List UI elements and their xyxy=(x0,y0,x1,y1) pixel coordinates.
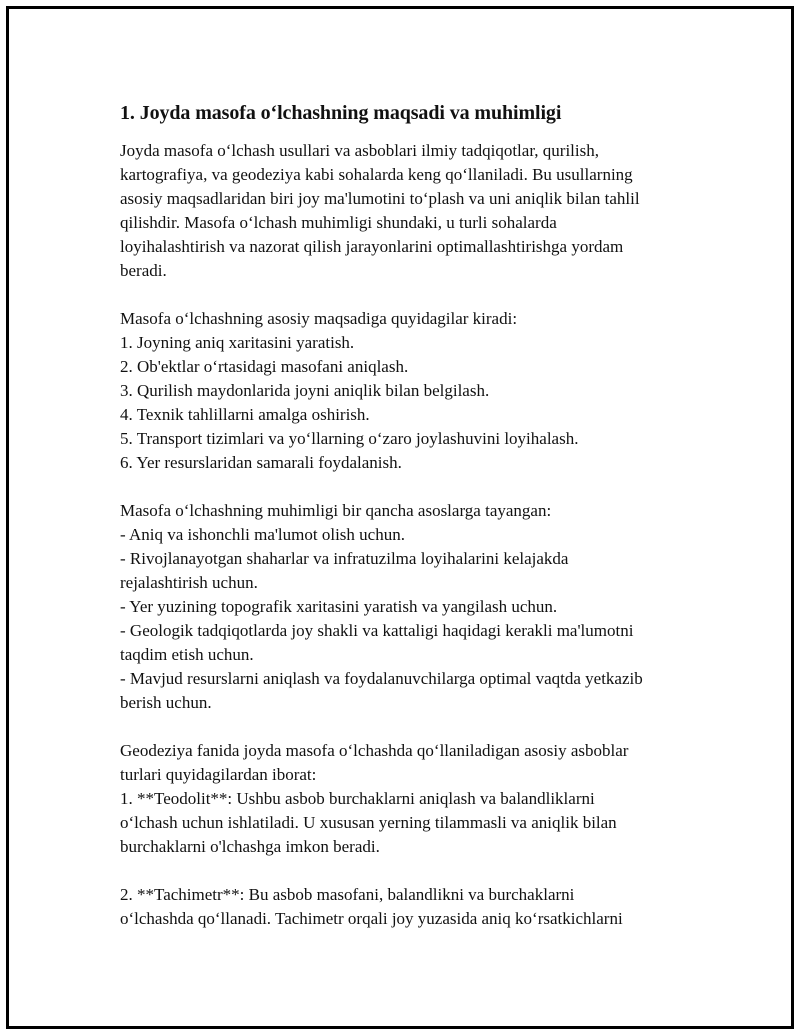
list-item: - Rivojlanayotgan shaharlar va infratuzilma loyihalarini kelajakda xyxy=(120,549,569,568)
list-item: 2. Ob'ektlar o‘rtasidagi masofani aniqlash. xyxy=(120,357,409,376)
list-item: - Mavjud resurslarni aniqlash va foydalanuvchilarga optimal vaqtda yetkazib xyxy=(120,669,643,688)
goals-list xyxy=(120,307,700,475)
text-line: beradi. xyxy=(120,261,167,280)
list-item: 6. Yer resurslaridan samarali foydalanish. xyxy=(120,453,402,472)
list-item: - Geologik tadqiqotlarda joy shakli va kattaligi haqidagi kerakli ma'lumotni xyxy=(120,621,634,640)
document-body xyxy=(120,101,700,931)
list-item: 2. **Tachimetr**: Bu asbob masofani, balandlikni va burchaklarni xyxy=(120,885,575,904)
list-item: 1. **Teodolit**: Ushbu asbob burchaklarni aniqlash va balandliklarni xyxy=(120,789,595,808)
tachymeter-paragraph xyxy=(120,883,700,931)
list-item-continuation: o‘lchash uchun ishlatiladi. U xususan yerning tilammasli va aniqlik bilan xyxy=(120,813,617,832)
section-heading: 1. Joyda masofa o‘lchashning maqsadi va muhimligi xyxy=(120,102,562,124)
text-line: Geodeziya fanida joyda masofa o‘lchashda qo‘llaniladigan asosiy asboblar xyxy=(120,741,629,760)
instruments-paragraph xyxy=(120,739,700,859)
list-item: 3. Qurilish maydonlarida joyni aniqlik bilan belgilash. xyxy=(120,381,490,400)
list-item: 4. Texnik tahlillarni amalga oshirish. xyxy=(120,405,370,424)
list-intro: Masofa o‘lchashning asosiy maqsadiga quyidagilar kiradi: xyxy=(120,309,518,328)
page-frame xyxy=(6,6,794,1029)
list-item: 1. Joyning aniq xaritasini yaratish. xyxy=(120,333,355,352)
list-item-continuation: burchaklarni o'lchashga imkon beradi. xyxy=(120,837,380,856)
importance-list xyxy=(120,499,700,715)
list-item: - Yer yuzining topografik xaritasini yaratish va yangilash uchun. xyxy=(120,597,558,616)
text-line: Joyda masofa o‘lchash usullari va asboblari ilmiy tadqiqotlar, qurilish, xyxy=(120,141,599,160)
text-line: kartografiya, va geodeziya kabi sohalarda keng qo‘llaniladi. Bu usullarning xyxy=(120,165,633,184)
list-item-continuation: berish uchun. xyxy=(120,693,212,712)
text-line: loyihalashtirish va nazorat qilish jarayonlarini optimallashtirishga yordam xyxy=(120,237,624,256)
text-line: turlari quyidagilardan iborat: xyxy=(120,765,317,784)
list-item: - Aniq va ishonchli ma'lumot olish uchun. xyxy=(120,525,405,544)
text-line: qilishdir. Masofa o‘lchash muhimligi shundaki, u turli sohalarda xyxy=(120,213,557,232)
list-item-continuation: rejalashtirish uchun. xyxy=(120,573,258,592)
list-item-continuation: taqdim etish uchun. xyxy=(120,645,254,664)
list-item: 5. Transport tizimlari va yo‘llarning o‘zaro joylashuvini loyihalash. xyxy=(120,429,579,448)
list-intro: Masofa o‘lchashning muhimligi bir qancha asoslarga tayangan: xyxy=(120,501,552,520)
text-line: asosiy maqsadlaridan biri joy ma'lumotini to‘plash va uni aniqlik bilan tahlil xyxy=(120,189,640,208)
list-item-continuation: o‘lchashda qo‘llanadi. Tachimetr orqali joy yuzasida aniq ko‘rsatkichlarni xyxy=(120,909,623,928)
intro-paragraph xyxy=(120,139,700,283)
